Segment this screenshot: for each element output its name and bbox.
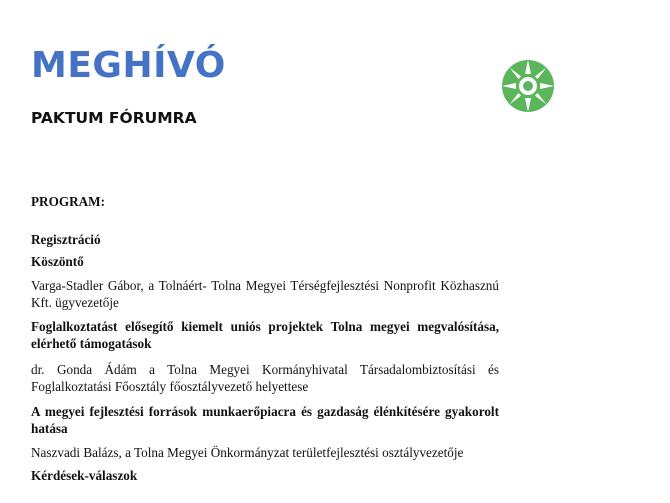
program-item-speaker-1: Varga-Stadler Gábor, a Tolnáért- Tolna Megyei Térségfejlesztési Nonprofit Közhasznú Kft. ügyvezetője xyxy=(31,278,499,310)
program-item-speaker-3: Naszvadi Balázs, a Tolna Megyei Önkormányzat területfejlesztési osztályvezetője xyxy=(31,445,464,460)
page-subtitle: PAKTUM FÓRUMRA xyxy=(31,109,197,127)
green-circle-emblem-icon xyxy=(500,58,556,114)
program-item-topic-2: A megyei fejlesztési források munkaerőpiacra és gazdaság élénkítésére gyakorolt hatása xyxy=(31,404,499,436)
program-item-questions: Kérdések-válaszok xyxy=(31,468,138,483)
program-item-registration: Regisztráció xyxy=(31,232,101,247)
page-title: MEGHÍVÓ xyxy=(31,45,226,86)
program-item-welcome: Köszöntő xyxy=(31,254,84,269)
program-item-speaker-2: dr. Gonda Ádám a Tolna Megyei Kormányhivatal Társadalombiztosítási és Foglalkoztatási Főosztály főosztályvezető helyettese xyxy=(31,362,499,394)
program-item-topic-1: Foglalkoztatást elősegítő kiemelt uniós projektek Tolna megyei megvalósítása, elérhető támogatások xyxy=(31,319,499,351)
program-heading: PROGRAM: xyxy=(31,194,105,209)
